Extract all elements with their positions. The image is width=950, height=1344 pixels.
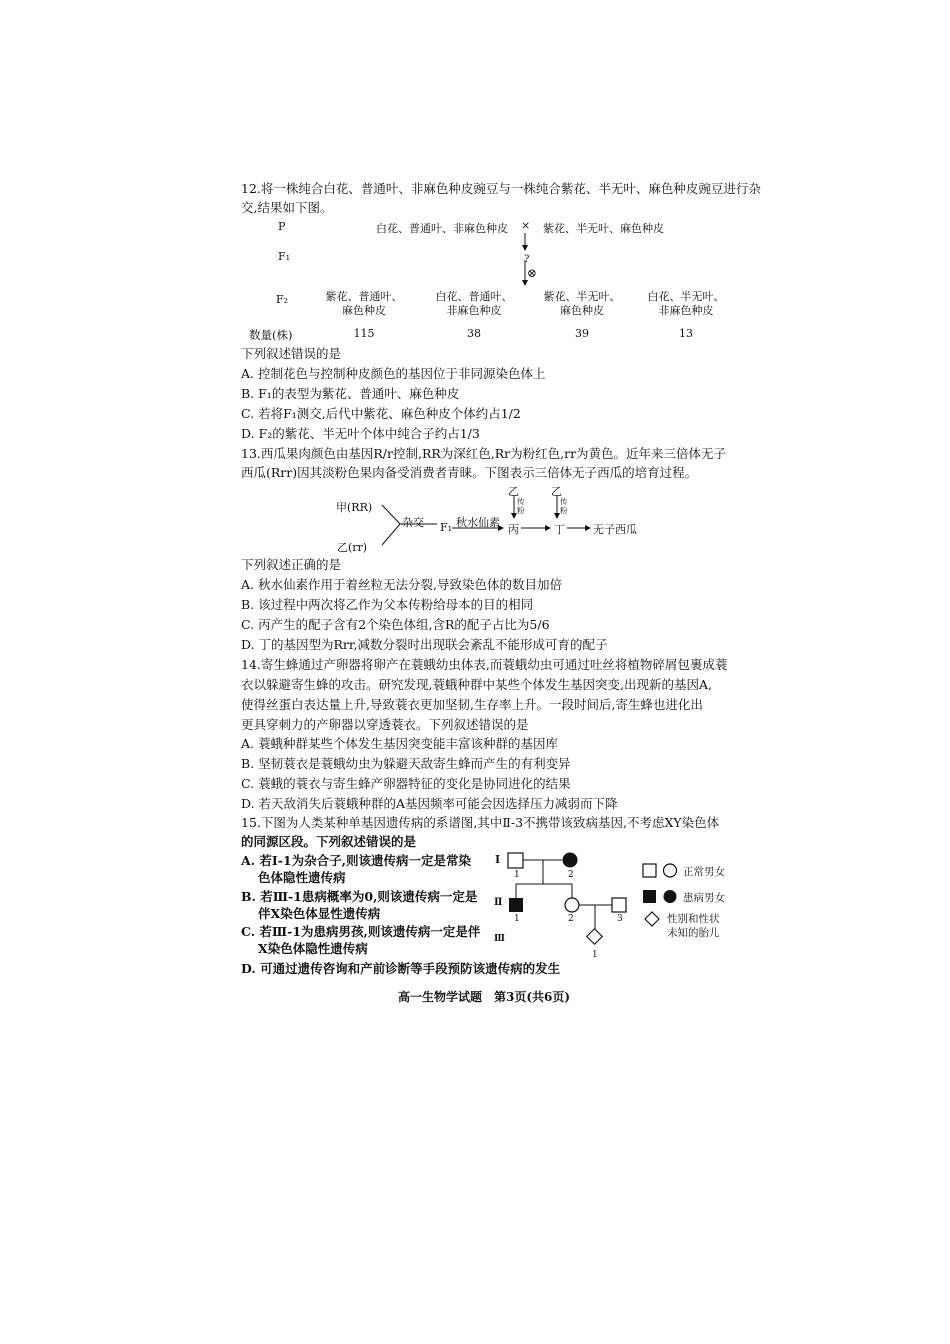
q13-option-c: C. 丙产生的配子含有2个染色体组,含R的配子占比为5/6	[241, 617, 550, 632]
q12-count: 39	[575, 327, 589, 340]
q12-f2-line1: 紫花、半无叶、	[543, 290, 621, 303]
q12-option-b: B. F₁的表型为紫花、普通叶、麻色种皮	[241, 386, 460, 401]
q14-stem-line3: 使得丝蛋白表达量上升,导致蓑衣更加坚韧,生存率上升。一段时间后,寄生蜂也进化出	[241, 697, 703, 712]
q13-question: 下列叙述正确的是	[241, 557, 342, 572]
q15-option-c-line2: X染色体隐性遗传病	[258, 941, 368, 956]
q12-f2-line2: 麻色种皮	[342, 304, 386, 317]
q12-count-label: 数量(株)	[249, 328, 293, 342]
legend-affected: 患病男女	[683, 892, 725, 904]
q15-stem-line2: 的同源区段。下列叙述错误的是	[241, 834, 417, 849]
gen-label-i: Ⅰ	[495, 853, 501, 866]
num-ii3: 3	[617, 914, 623, 924]
q13-f1: F₁	[440, 521, 453, 534]
q12-f2-line1: 白花、普通叶、	[435, 290, 513, 303]
q13-stem-line2: 西瓜(Rrr)因其淡粉色果肉备受消费者青睐。下图表示三倍体无子西瓜的培育过程。	[241, 465, 698, 480]
q14-stem-line2: 衣以躲避寄生蜂的攻击。研究发现,蓑蛾种群中某些个体发生基因突变,出现新的基因A,	[241, 677, 712, 692]
num-ii2: 2	[568, 914, 574, 924]
q13-option-a: A. 秋水仙素作用于着丝粒无法分裂,导致染色体的数目加倍	[241, 577, 562, 592]
q12-label-f2: F₂	[276, 293, 289, 306]
q12-self-symbol: ⊗	[527, 266, 538, 280]
q12-f2-line2: 非麻色种皮	[446, 304, 502, 317]
q12-question: 下列叙述错误的是	[241, 346, 342, 361]
q12-f1-unknown: ?	[524, 254, 530, 265]
num-i1: 1	[514, 870, 520, 880]
q15-option-b-line1: B. 若Ⅲ-1患病概率为0,则该遗传病一定是	[241, 889, 478, 904]
q13-zajiao: 杂交	[402, 516, 424, 529]
q13-option-b: B. 该过程中两次将乙作为父本传粉给母本的目的相同	[241, 597, 534, 612]
gen-label-iii: Ⅲ	[494, 934, 505, 944]
q12-f2-line2: 麻色种皮	[560, 304, 604, 317]
q12-cross-symbol: ×	[521, 219, 531, 232]
pedigree-i1-normal-male	[508, 853, 523, 868]
q12-count: 38	[467, 327, 481, 340]
pedigree-ii1-affected-male	[509, 898, 523, 912]
page-footer: 高一生物学试题 第3页(共6页)	[398, 990, 571, 1004]
q14-option-c: C. 蓑蛾的蓑衣与寄生蜂产卵器特征的变化是协同进化的结果	[241, 776, 571, 791]
q13-wuzi: 无子西瓜	[593, 523, 637, 536]
num-iii1: 1	[592, 950, 598, 960]
q12-option-d: D. F₂的紫花、半无叶个体中纯合子约占1/3	[241, 426, 480, 441]
q12-parent-left: 白花、普通叶、非麻色种皮	[376, 222, 508, 235]
q12-count: 115	[353, 327, 375, 340]
q15-option-b-line2: 伴X染色体显性遗传病	[258, 906, 381, 921]
q13-yi-top2: 乙	[551, 485, 562, 498]
legend-affected-male-icon	[643, 890, 656, 903]
legend-normal-male-icon	[643, 864, 656, 877]
q12-f2-line1: 紫花、普通叶、	[325, 290, 403, 303]
q15-option-c-line1: C. 若Ⅲ-1为患病男孩,则该遗传病一定是伴	[241, 924, 481, 939]
num-i2: 2	[568, 870, 574, 880]
q12-parent-right: 紫花、半无叶、麻色种皮	[543, 222, 664, 235]
q13-jia: 甲(RR)	[336, 501, 373, 514]
q12-stem-line2: 交,结果如下图。	[241, 200, 333, 215]
q14-stem-line4: 更具穿刺力的产卵器以穿透蓑衣。下列叙述错误的是	[241, 717, 529, 732]
q13-chuanfen-2: 传粉	[560, 497, 568, 515]
q13-ding: 丁	[554, 523, 565, 536]
legend-unknown-line2: 未知的胎儿	[667, 927, 720, 939]
q13-yi-top1: 乙	[508, 485, 519, 498]
num-ii1: 1	[514, 914, 520, 924]
pedigree-iii1-unknown-fetus	[587, 929, 603, 945]
q14-option-d: D. 若天敌消失后蓑蛾种群的A基因频率可能会因选择压力减弱而下降	[241, 796, 618, 811]
q13-qiushui: 秋水仙素	[456, 516, 500, 529]
q12-option-c: C. 若将F₁测交,后代中紫花、麻色种皮个体约占1/2	[241, 406, 521, 421]
q12-count: 13	[679, 327, 693, 340]
pedigree-i2-affected-female	[563, 853, 578, 868]
q13-branch-top	[382, 505, 400, 524]
q15-stem-line1: 15.下图为人类某种单基因遗传病的系谱图,其中Ⅱ-3不携带该致病基因,不考虑XY染色体	[241, 815, 720, 830]
q15-option-a-line1: A. 若Ⅰ-1为杂合子,则该遗传病一定是常染	[241, 853, 471, 868]
q12-option-a: A. 控制花色与控制种皮颜色的基因位于非同源染色体上	[241, 366, 546, 381]
q15-option-d: D. 可通过遗传咨询和产前诊断等手段预防该遗传病的发生	[241, 961, 561, 976]
pedigree-ii3-normal-male	[612, 898, 626, 912]
gen-label-ii: Ⅱ	[494, 897, 503, 908]
q14-stem-line1: 14.寄生蜂通过产卵器将卵产在蓑蛾幼虫体表,而蓑蛾幼虫可通过吐丝将植物碎屑包裹成蓑	[241, 657, 728, 672]
q12-f2-line1: 白花、半无叶、	[647, 290, 725, 303]
legend-unknown-line1: 性别和性状	[667, 913, 720, 925]
legend-normal-female-icon	[664, 864, 677, 877]
q14-option-a: A. 蓑蛾种群某些个体发生基因突变能丰富该种群的基因库	[241, 736, 558, 751]
q13-branch-bottom	[382, 524, 400, 545]
q13-chuanfen-1: 传粉	[517, 497, 525, 515]
q13-bing: 丙	[508, 523, 519, 536]
q15-option-a-line2: 色体隐性遗传病	[258, 870, 346, 885]
q13-yi-bottom: 乙(rr)	[337, 541, 368, 554]
q12-f2-line2: 非麻色种皮	[658, 304, 714, 317]
q14-option-b: B. 坚韧蓑衣是蓑蛾幼虫为躲避天敌寄生蜂而产生的有利变异	[241, 756, 571, 771]
legend-affected-female-icon	[664, 890, 677, 903]
legend-normal: 正常男女	[683, 866, 725, 878]
q12-label-f1: F₁	[278, 250, 291, 263]
q12-stem-line1: 12.将一株纯合白花、普通叶、非麻色种皮豌豆与一株纯合紫花、半无叶、麻色种皮豌豆进行杂	[241, 181, 761, 196]
legend-unknown-fetus-icon	[645, 912, 659, 926]
pedigree-ii2-normal-female	[565, 898, 579, 912]
q12-label-p: P	[278, 220, 286, 233]
q13-stem-line1: 13.西瓜果肉颜色由基因R/r控制,RR为深红色,Rr为粉红色,rr为黄色。近年来三倍体无子	[241, 446, 727, 461]
q13-option-d: D. 丁的基因型为Rrr,减数分裂时出现联会紊乱不能形成可育的配子	[241, 637, 608, 652]
